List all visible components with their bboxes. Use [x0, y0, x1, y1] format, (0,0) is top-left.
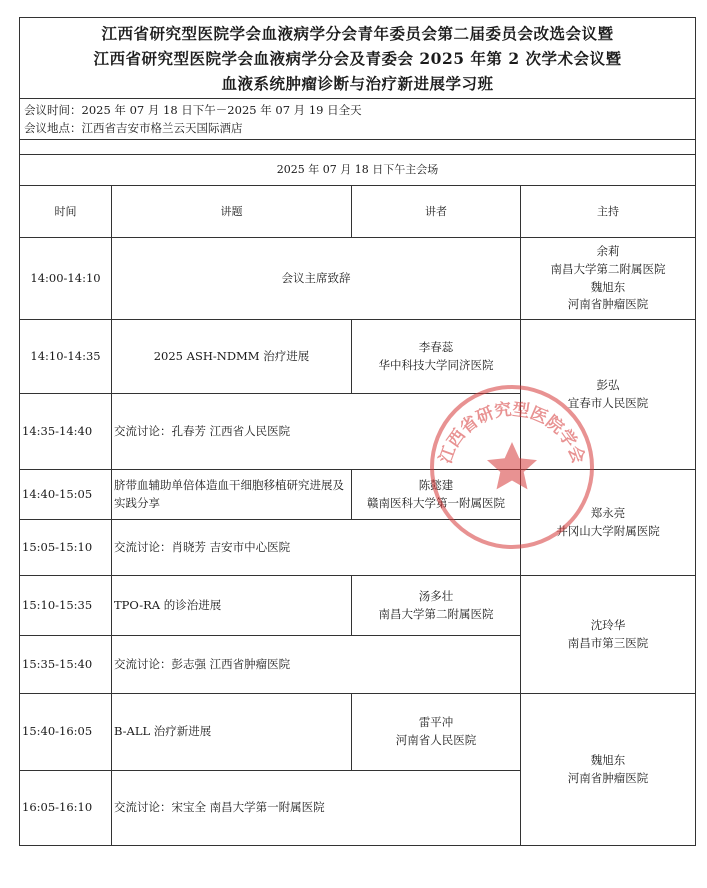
speaker-name: 陈懿建	[418, 477, 454, 492]
speaker-org: 赣南医科大学第一附属医院	[367, 495, 505, 510]
table-row	[20, 238, 696, 320]
session-title: 2025 年 07 月 18 日下午主会场	[20, 155, 696, 186]
meeting-place	[24, 119, 691, 137]
title-line-2: 江西省研究型医院学会血液病学分会及青委会 2025 年第 2 次学术会议暨	[93, 49, 622, 68]
title-line-3: 血液系统肿瘤诊断与治疗新进展学习班	[221, 74, 494, 93]
host-cell	[521, 238, 696, 320]
row-topic: 脐带血辅助单倍体造血干细胞移植研究进展及实践分享	[112, 470, 352, 520]
table-row	[20, 576, 696, 636]
host-cell	[521, 470, 696, 576]
table-row	[20, 470, 696, 520]
speaker-cell	[352, 576, 521, 636]
speaker-cell	[352, 320, 521, 394]
host-org: 河南省肿瘤医院	[567, 297, 649, 312]
row-time: 14:40-15:05	[20, 470, 112, 520]
row-topic: 交流讨论：宋宝全 南昌大学第一附属医院	[112, 771, 521, 846]
meeting-time	[24, 101, 691, 119]
row-topic: 会议主席致辞	[112, 238, 521, 320]
meeting-place-label: 会议地点：	[24, 121, 82, 135]
speaker-cell	[352, 694, 521, 771]
row-topic: B-ALL 治疗新进展	[112, 694, 352, 771]
column-header-speaker: 讲者	[352, 186, 521, 238]
row-topic: 交流讨论：孔春芳 江西省人民医院	[112, 394, 521, 470]
host-org: 南昌大学第二附属医院	[550, 261, 666, 276]
host-cell	[521, 320, 696, 470]
host-name: 魏旭东	[590, 752, 626, 767]
host-name: 余莉	[596, 243, 620, 258]
row-time: 16:05-16:10	[20, 771, 112, 846]
speaker-cell	[352, 470, 521, 520]
speaker-org: 华中科技大学同济医院	[378, 357, 494, 372]
header-row	[20, 186, 696, 238]
spacer-row	[20, 140, 696, 155]
host-org: 井冈山大学附属医院	[556, 523, 660, 538]
speaker-name: 汤多壮	[418, 588, 454, 603]
row-topic: 交流讨论：肖晓芳 吉安市中心医院	[112, 520, 521, 576]
table-row	[20, 694, 696, 771]
row-time: 15:05-15:10	[20, 520, 112, 576]
session-row	[20, 155, 696, 186]
row-time: 15:10-15:35	[20, 576, 112, 636]
meeting-info-row	[20, 99, 696, 140]
row-topic: TPO-RA 的诊治进展	[112, 576, 352, 636]
column-header-host: 主持	[521, 186, 696, 238]
column-header-topic: 讲题	[112, 186, 352, 238]
row-topic: 交流讨论：彭志强 江西省肿瘤医院	[112, 636, 521, 694]
host-cell	[521, 694, 696, 846]
host-cell	[521, 576, 696, 694]
host-name: 郑永亮	[590, 505, 626, 520]
row-time: 15:40-16:05	[20, 694, 112, 771]
row-time: 14:10-14:35	[20, 320, 112, 394]
row-time: 14:00-14:10	[20, 238, 112, 320]
agenda-table	[19, 17, 696, 846]
host-name: 沈玲华	[590, 617, 626, 632]
host-org: 宜春市人民医院	[567, 395, 649, 410]
speaker-name: 雷平冲	[418, 715, 454, 730]
page-title	[20, 18, 696, 99]
speaker-org: 南昌大学第二附属医院	[378, 606, 494, 621]
speaker-org: 河南省人民医院	[395, 733, 477, 747]
host-name: 魏旭东	[590, 279, 626, 294]
meeting-time-value: 2025 年 07 月 18 日下午－2025 年 07 月 19 日全天	[81, 103, 362, 117]
title-row	[20, 18, 696, 99]
host-org: 河南省肿瘤医院	[567, 770, 649, 785]
column-header-time: 时间	[20, 186, 112, 238]
meeting-place-value: 江西省吉安市格兰云天国际酒店	[81, 121, 243, 135]
row-time: 14:35-14:40	[20, 394, 112, 470]
row-topic: 2025 ASH-NDMM 治疗进展	[112, 320, 352, 394]
host-org: 南昌市第三医院	[567, 635, 649, 650]
seal-text: 江西省研究型医院学会	[435, 399, 589, 467]
meeting-time-label: 会议时间：	[24, 103, 82, 117]
meeting-info	[20, 99, 696, 140]
title-line-1: 江西省研究型医院学会血液病学分会青年委员会第二届委员会改选会议暨	[101, 24, 614, 43]
host-name: 彭弘	[596, 377, 620, 392]
table-row	[20, 320, 696, 394]
spacer-cell	[20, 140, 696, 155]
row-time: 15:35-15:40	[20, 636, 112, 694]
speaker-name: 李春蕊	[418, 339, 454, 354]
